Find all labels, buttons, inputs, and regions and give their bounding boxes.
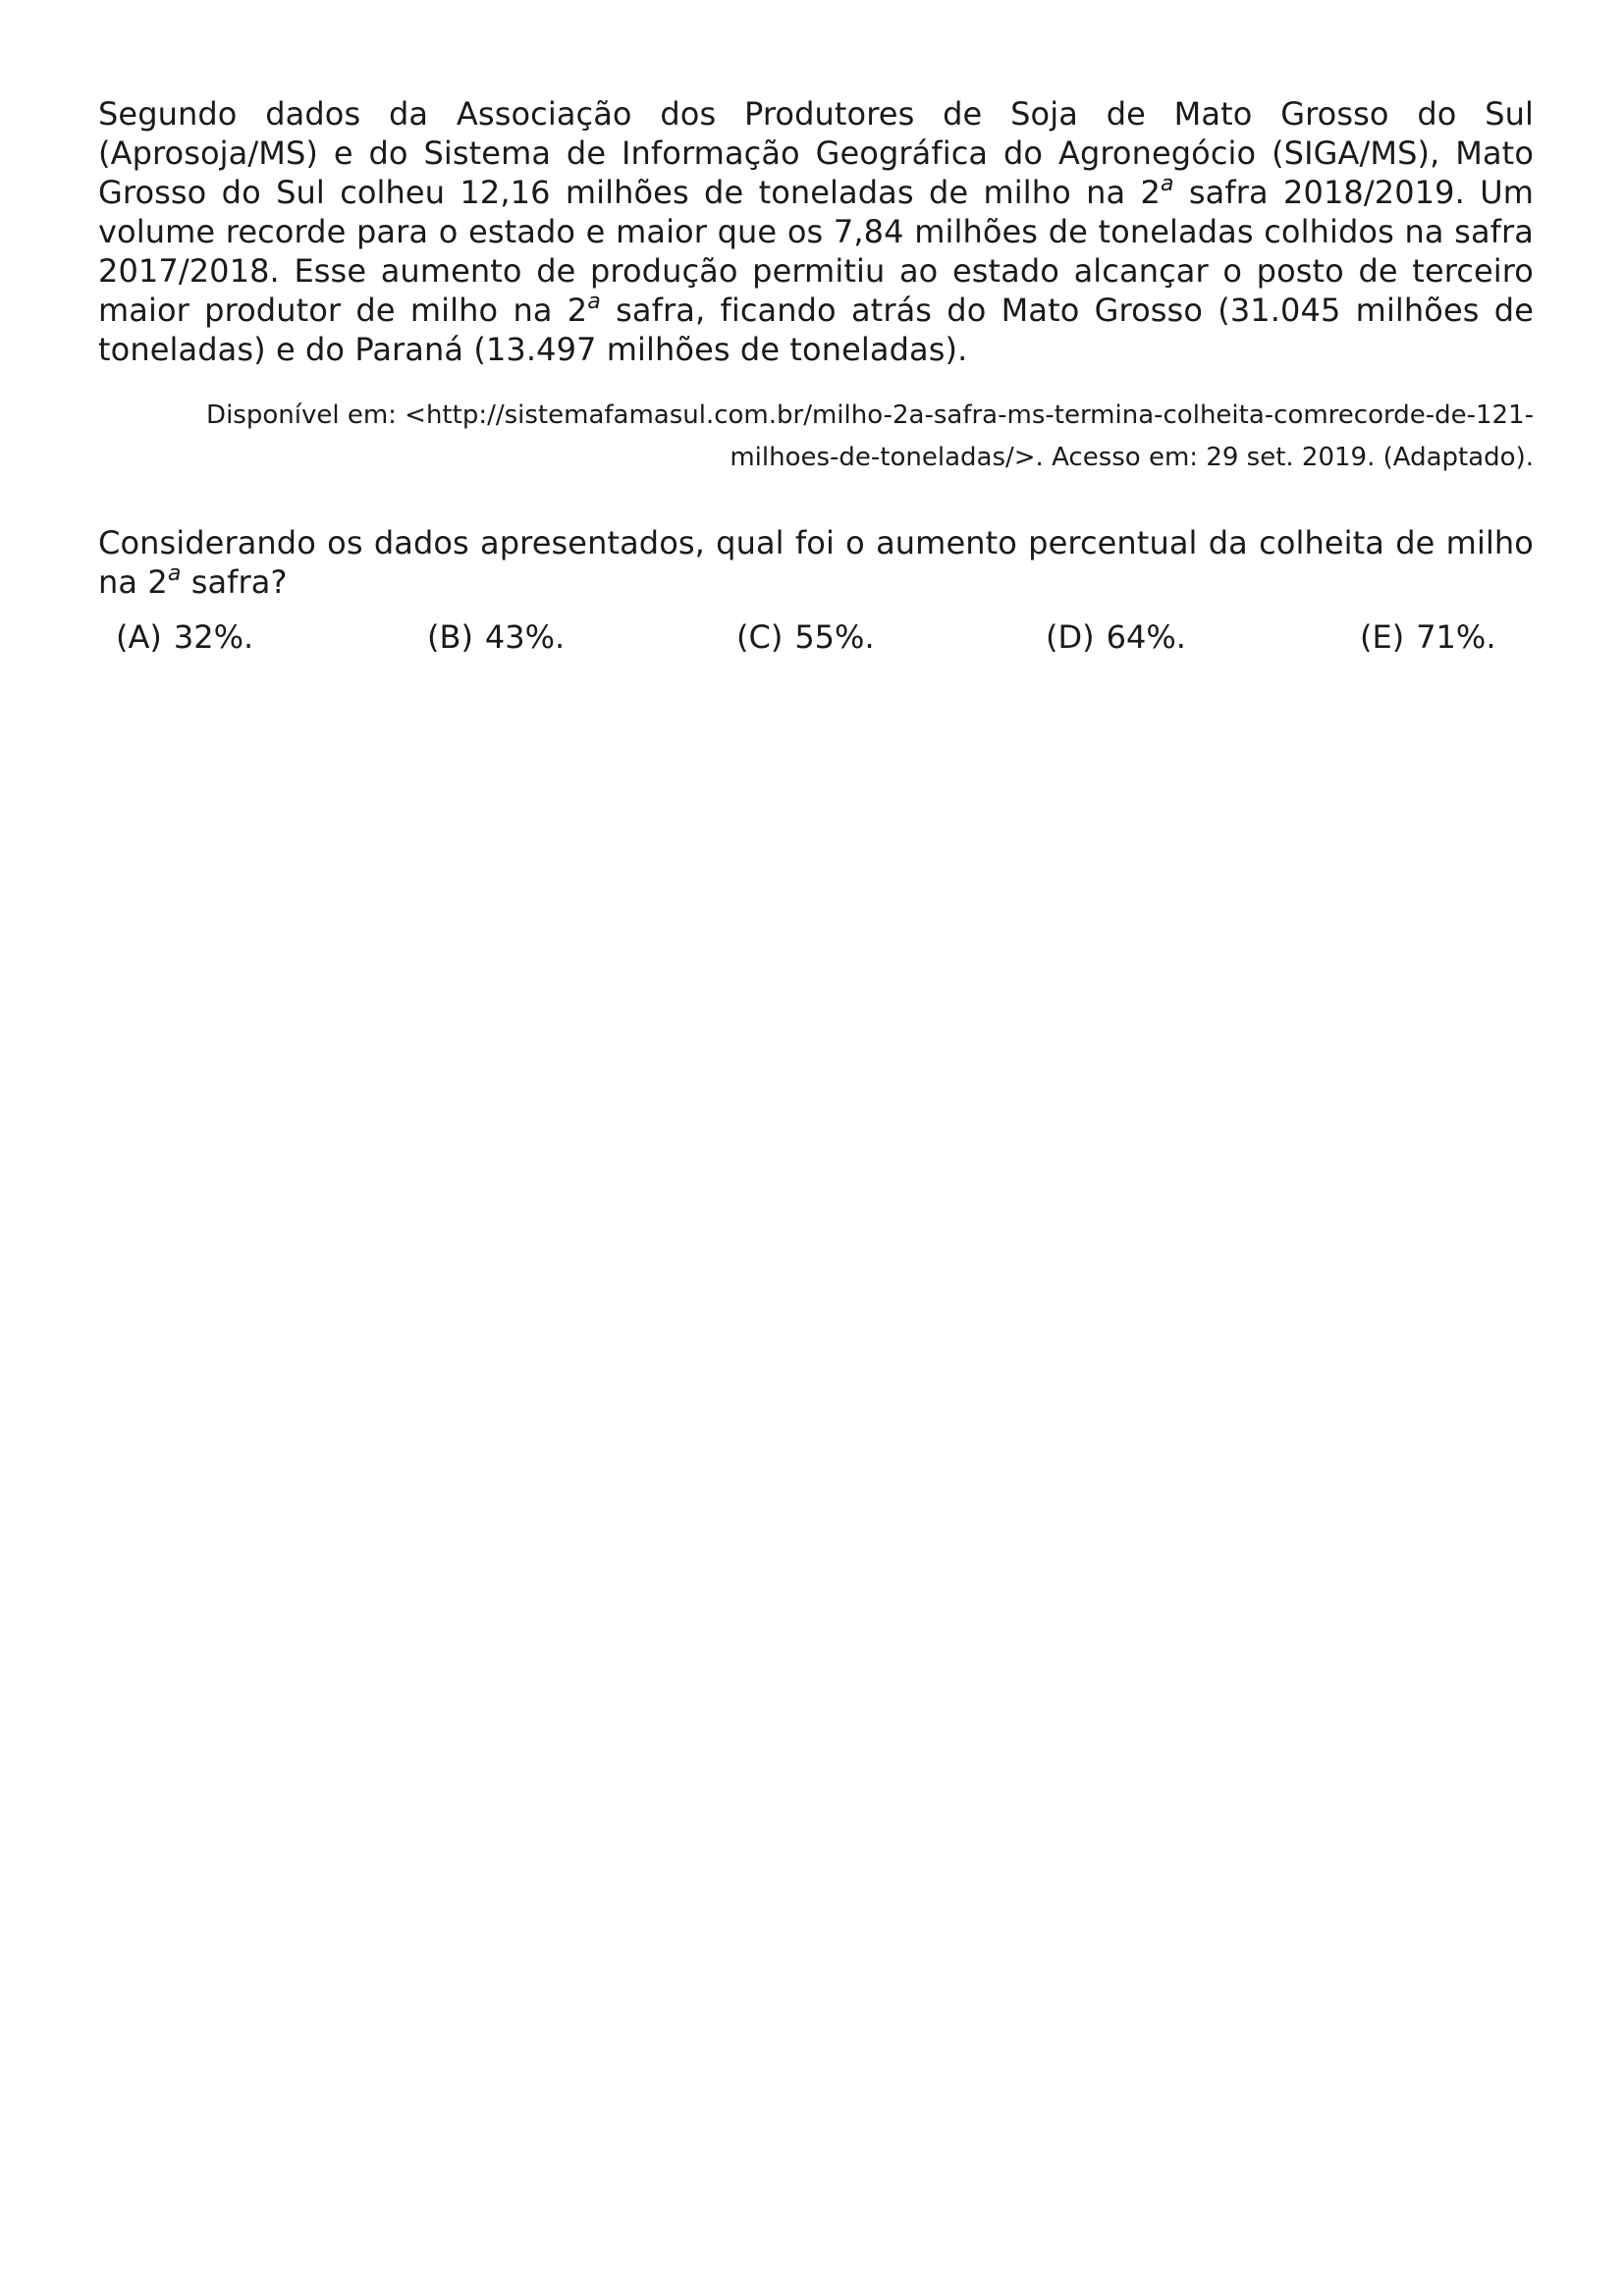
ordinal-superscript: a: [587, 290, 601, 314]
option-letter: (A): [116, 618, 162, 656]
option-letter: (C): [736, 618, 784, 656]
option-value: 43%.: [484, 618, 566, 656]
option-value: 55%.: [794, 618, 875, 656]
question-text-1: Considerando os dados apresentados, qual foi o aumento percentual da colheita de milho na 2: [98, 524, 1534, 601]
option-letter: (D): [1046, 618, 1095, 656]
option-a[interactable]: [116, 617, 427, 657]
option-value: 64%.: [1106, 618, 1186, 656]
ordinal-superscript: a: [167, 561, 182, 586]
option-b[interactable]: [427, 617, 736, 657]
option-e[interactable]: [1360, 617, 1495, 657]
option-value: 32%.: [173, 618, 254, 656]
source-citation: [98, 395, 1534, 479]
answer-options: [98, 617, 1534, 657]
citation-line-1: Disponível em: <http://sistemafamasul.com.br/milho-2a-safra-ms-termina-colheita-comrecorde-de-121-: [206, 400, 1534, 430]
ordinal-superscript: a: [1161, 172, 1174, 196]
citation-line-2: milhoes-de-toneladas/>. Acesso em: 29 set. 2019. (Adaptado).: [730, 443, 1534, 472]
option-letter: (B): [427, 618, 473, 656]
context-text-1: Segundo dados da Associação dos Produtores de Soja de Mato Grosso do Sul (Aprosoja/MS) e do Sistema de Informação Geográfica do Agronegócio (SIGA/MS), Mato Grosso do Sul colheu 12,16 milhões de toneladas de milho na 2: [98, 95, 1534, 211]
option-value: 71%.: [1416, 618, 1496, 656]
exam-page: [98, 94, 1534, 657]
context-paragraph: [98, 94, 1534, 369]
option-letter: (E): [1360, 618, 1405, 656]
context-text-3: safra, ficando atrás do Mato Grosso (31.045 milhões de toneladas) e do Paraná (13.497 milhões de toneladas).: [98, 292, 1534, 368]
option-c[interactable]: [736, 617, 1046, 657]
option-d[interactable]: [1046, 617, 1360, 657]
question-text: [98, 523, 1534, 602]
question-text-2: safra?: [181, 563, 288, 601]
context-text-2: safra 2018/2019. Um volume recorde para o estado e maior que os 7,84 milhões de toneladas colhidos na safra 2017/2018. Esse aumento de produção permitiu ao estado alcançar o posto de terceiro maior produtor de milho na 2: [98, 174, 1534, 329]
